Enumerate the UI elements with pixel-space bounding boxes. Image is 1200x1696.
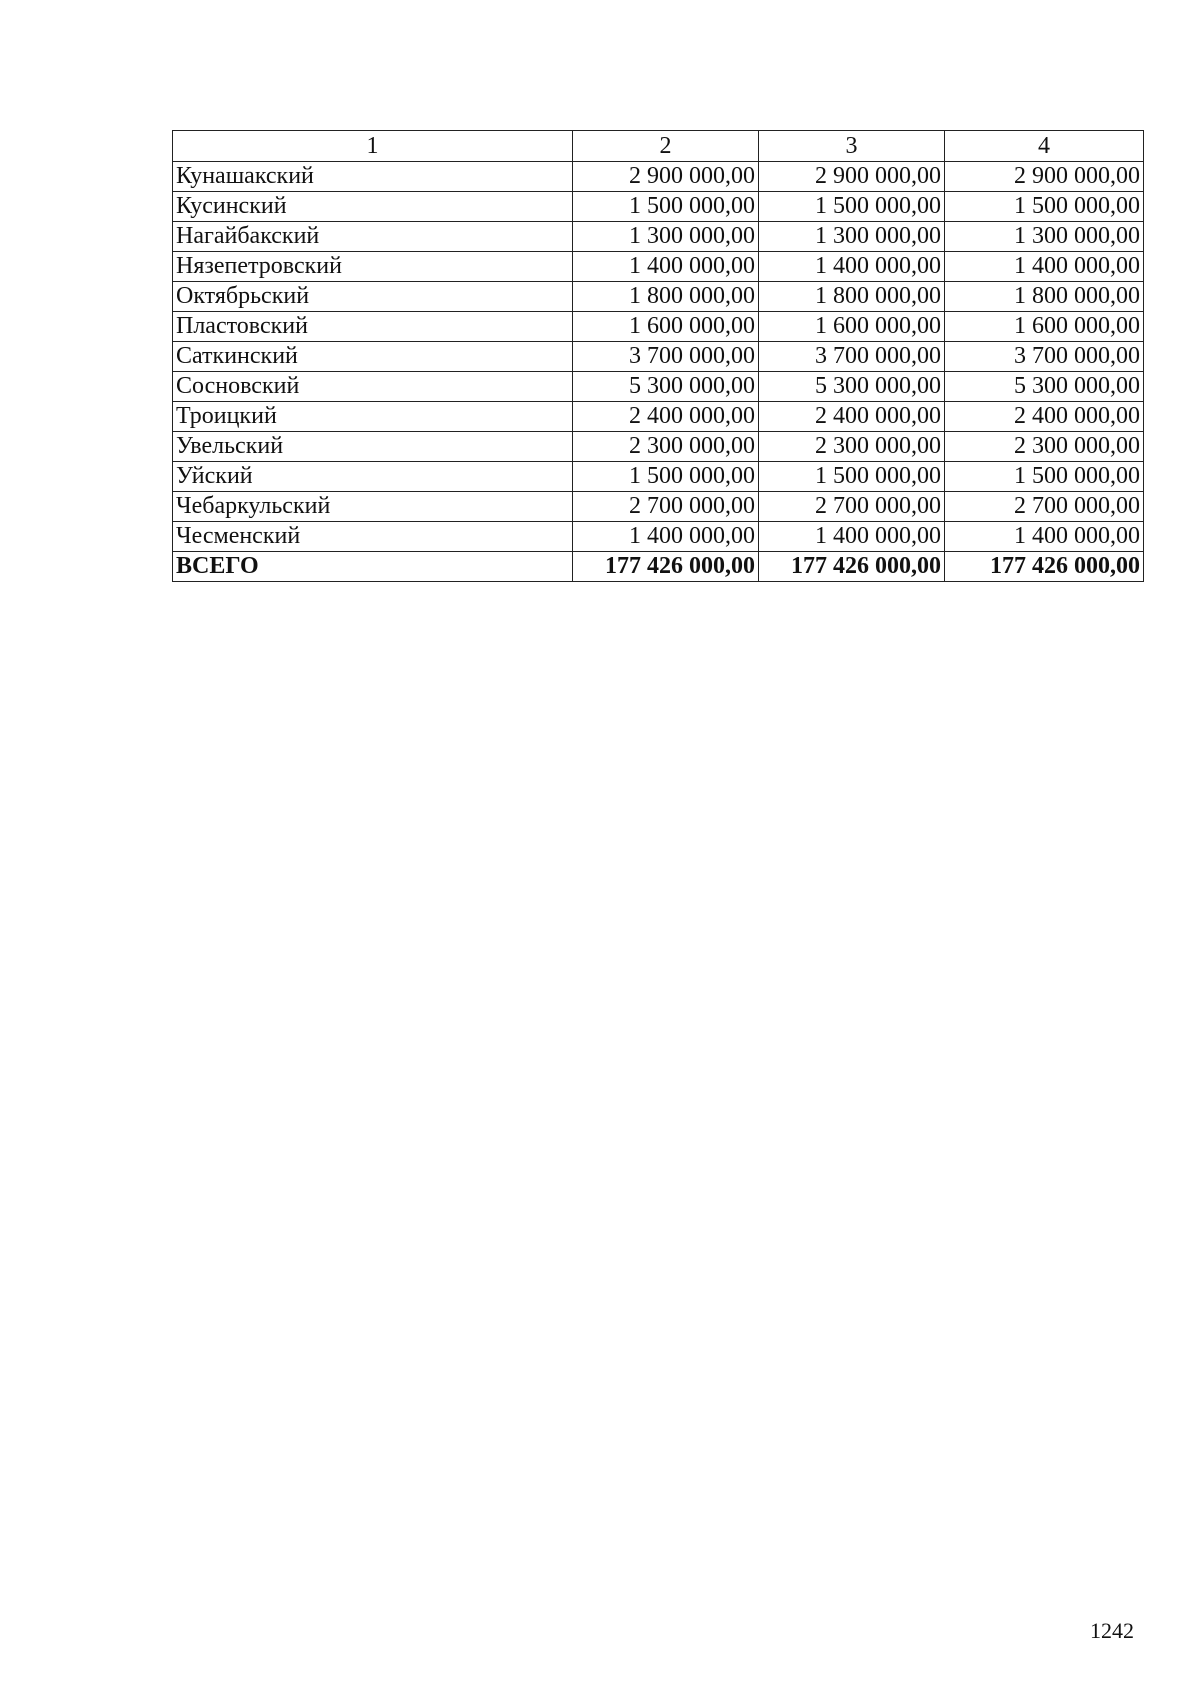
- amount-cell: 1 600 000,00: [573, 312, 759, 342]
- table-row: [173, 162, 1144, 192]
- district-name: Кунашакский: [173, 162, 573, 192]
- amount-cell: 1 300 000,00: [945, 222, 1144, 252]
- district-name: Октябрьский: [173, 282, 573, 312]
- amount-cell: 1 800 000,00: [759, 282, 945, 312]
- amount-cell: 1 800 000,00: [945, 282, 1144, 312]
- amount-cell: 1 400 000,00: [945, 252, 1144, 282]
- total-amount-cell: 177 426 000,00: [759, 552, 945, 582]
- table-row: [173, 222, 1144, 252]
- amount-cell: 1 300 000,00: [573, 222, 759, 252]
- column-header-1: 1: [173, 131, 573, 162]
- amount-cell: 3 700 000,00: [945, 342, 1144, 372]
- amount-cell: 2 700 000,00: [945, 492, 1144, 522]
- total-row: [173, 552, 1144, 582]
- table-row: [173, 252, 1144, 282]
- column-header-3: 3: [759, 131, 945, 162]
- total-label: ВСЕГО: [173, 552, 573, 582]
- table-row: [173, 492, 1144, 522]
- page-number: 1242: [1090, 1618, 1134, 1643]
- amount-cell: 2 400 000,00: [759, 402, 945, 432]
- amount-cell: 2 300 000,00: [759, 432, 945, 462]
- amount-cell: 1 400 000,00: [759, 252, 945, 282]
- amount-cell: 3 700 000,00: [759, 342, 945, 372]
- total-amount-cell: 177 426 000,00: [945, 552, 1144, 582]
- amount-cell: 1 600 000,00: [945, 312, 1144, 342]
- column-header-2: 2: [573, 131, 759, 162]
- amount-cell: 2 900 000,00: [945, 162, 1144, 192]
- table-row: [173, 372, 1144, 402]
- amount-cell: 2 400 000,00: [573, 402, 759, 432]
- district-name: Увельский: [173, 432, 573, 462]
- amount-cell: 1 400 000,00: [573, 522, 759, 552]
- table-row: [173, 432, 1144, 462]
- column-header-4: 4: [945, 131, 1144, 162]
- district-name: Чебаркульский: [173, 492, 573, 522]
- amount-cell: 2 700 000,00: [759, 492, 945, 522]
- amount-cell: 1 400 000,00: [945, 522, 1144, 552]
- header-row: [173, 131, 1144, 162]
- district-name: Пластовский: [173, 312, 573, 342]
- amount-cell: 1 500 000,00: [945, 192, 1144, 222]
- table-header: [173, 131, 1144, 162]
- amount-cell: 1 400 000,00: [573, 252, 759, 282]
- amount-cell: 1 300 000,00: [759, 222, 945, 252]
- amount-cell: 1 500 000,00: [573, 192, 759, 222]
- amount-cell: 5 300 000,00: [759, 372, 945, 402]
- amount-cell: 2 900 000,00: [759, 162, 945, 192]
- table-row: [173, 402, 1144, 432]
- amount-cell: 1 600 000,00: [759, 312, 945, 342]
- total-amount-cell: 177 426 000,00: [573, 552, 759, 582]
- district-name: Уйский: [173, 462, 573, 492]
- amount-cell: 1 500 000,00: [759, 462, 945, 492]
- table-row: [173, 192, 1144, 222]
- district-name: Кусинский: [173, 192, 573, 222]
- amount-cell: 2 300 000,00: [945, 432, 1144, 462]
- amount-cell: 1 800 000,00: [573, 282, 759, 312]
- amount-cell: 1 500 000,00: [945, 462, 1144, 492]
- amount-cell: 3 700 000,00: [573, 342, 759, 372]
- amount-cell: 2 400 000,00: [945, 402, 1144, 432]
- amount-cell: 2 300 000,00: [573, 432, 759, 462]
- table-row: [173, 282, 1144, 312]
- table-body: [173, 162, 1144, 582]
- table-row: [173, 342, 1144, 372]
- district-name: Саткинский: [173, 342, 573, 372]
- amount-cell: 1 500 000,00: [573, 462, 759, 492]
- district-name: Троицкий: [173, 402, 573, 432]
- district-name: Сосновский: [173, 372, 573, 402]
- amount-cell: 1 400 000,00: [759, 522, 945, 552]
- district-name: Чесменский: [173, 522, 573, 552]
- amount-cell: 2 700 000,00: [573, 492, 759, 522]
- amount-cell: 1 500 000,00: [759, 192, 945, 222]
- table-row: [173, 522, 1144, 552]
- amount-cell: 5 300 000,00: [573, 372, 759, 402]
- amount-cell: 2 900 000,00: [573, 162, 759, 192]
- table-row: [173, 312, 1144, 342]
- allocation-table: [172, 130, 1144, 582]
- district-name: Нагайбакский: [173, 222, 573, 252]
- district-name: Нязепетровский: [173, 252, 573, 282]
- amount-cell: 5 300 000,00: [945, 372, 1144, 402]
- table-row: [173, 462, 1144, 492]
